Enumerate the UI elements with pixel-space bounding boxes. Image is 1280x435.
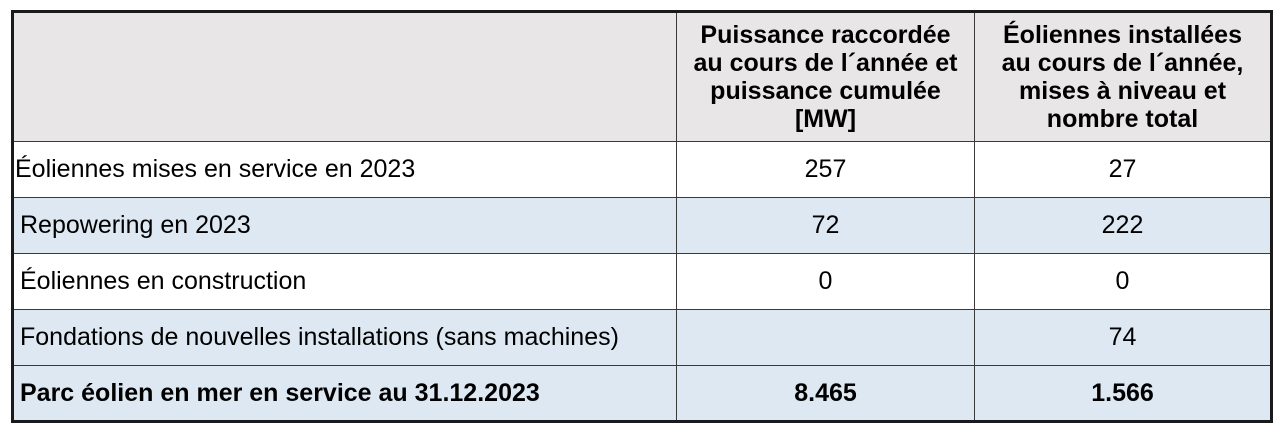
- offshore-wind-table: [11, 10, 1273, 423]
- header-count-line-1: Éoliennes installées: [1003, 21, 1242, 49]
- total-row-label: Parc éolien en mer en service au 31.12.2023: [13, 366, 677, 422]
- header-count-line-4: nombre total: [1046, 105, 1199, 133]
- header-turbine-count: [975, 12, 1272, 142]
- row-label: Fondations de nouvelles installations (sans machines): [13, 310, 677, 366]
- table-row: [13, 142, 1272, 198]
- row-mw-value: 72: [677, 198, 975, 254]
- table-row: [13, 310, 1272, 366]
- header-empty-cell: [13, 12, 677, 142]
- row-count-value: 222: [975, 198, 1272, 254]
- header-power-line-2: au cours de l´année et: [693, 49, 958, 77]
- row-mw-value: 0: [677, 254, 975, 310]
- table-container: [11, 10, 1273, 423]
- header-power-line-1: Puissance raccordée: [700, 21, 951, 49]
- row-label: Éoliennes mises en service en 2023: [13, 142, 677, 198]
- header-row: [13, 12, 1272, 142]
- row-count-value: 74: [975, 310, 1272, 366]
- header-power-mw: [677, 12, 975, 142]
- row-label: Repowering en 2023: [13, 198, 677, 254]
- table-row: [13, 198, 1272, 254]
- row-count-value: 27: [975, 142, 1272, 198]
- total-count-value: 1.566: [975, 366, 1272, 422]
- header-count-line-2: au cours de l´année,: [1001, 49, 1244, 77]
- row-mw-value: 257: [677, 142, 975, 198]
- row-mw-value: [677, 310, 975, 366]
- table-row: [13, 254, 1272, 310]
- total-mw-value: 8.465: [677, 366, 975, 422]
- table-header: [13, 12, 1272, 142]
- table-body: [13, 142, 1272, 422]
- row-label: Éoliennes en construction: [13, 254, 677, 310]
- row-count-value: 0: [975, 254, 1272, 310]
- header-power-line-4: [MW]: [794, 105, 857, 133]
- header-power-line-3: puissance cumulée: [710, 77, 941, 105]
- header-count-line-3: mises à niveau et: [1018, 77, 1227, 105]
- table-total-row: [13, 366, 1272, 422]
